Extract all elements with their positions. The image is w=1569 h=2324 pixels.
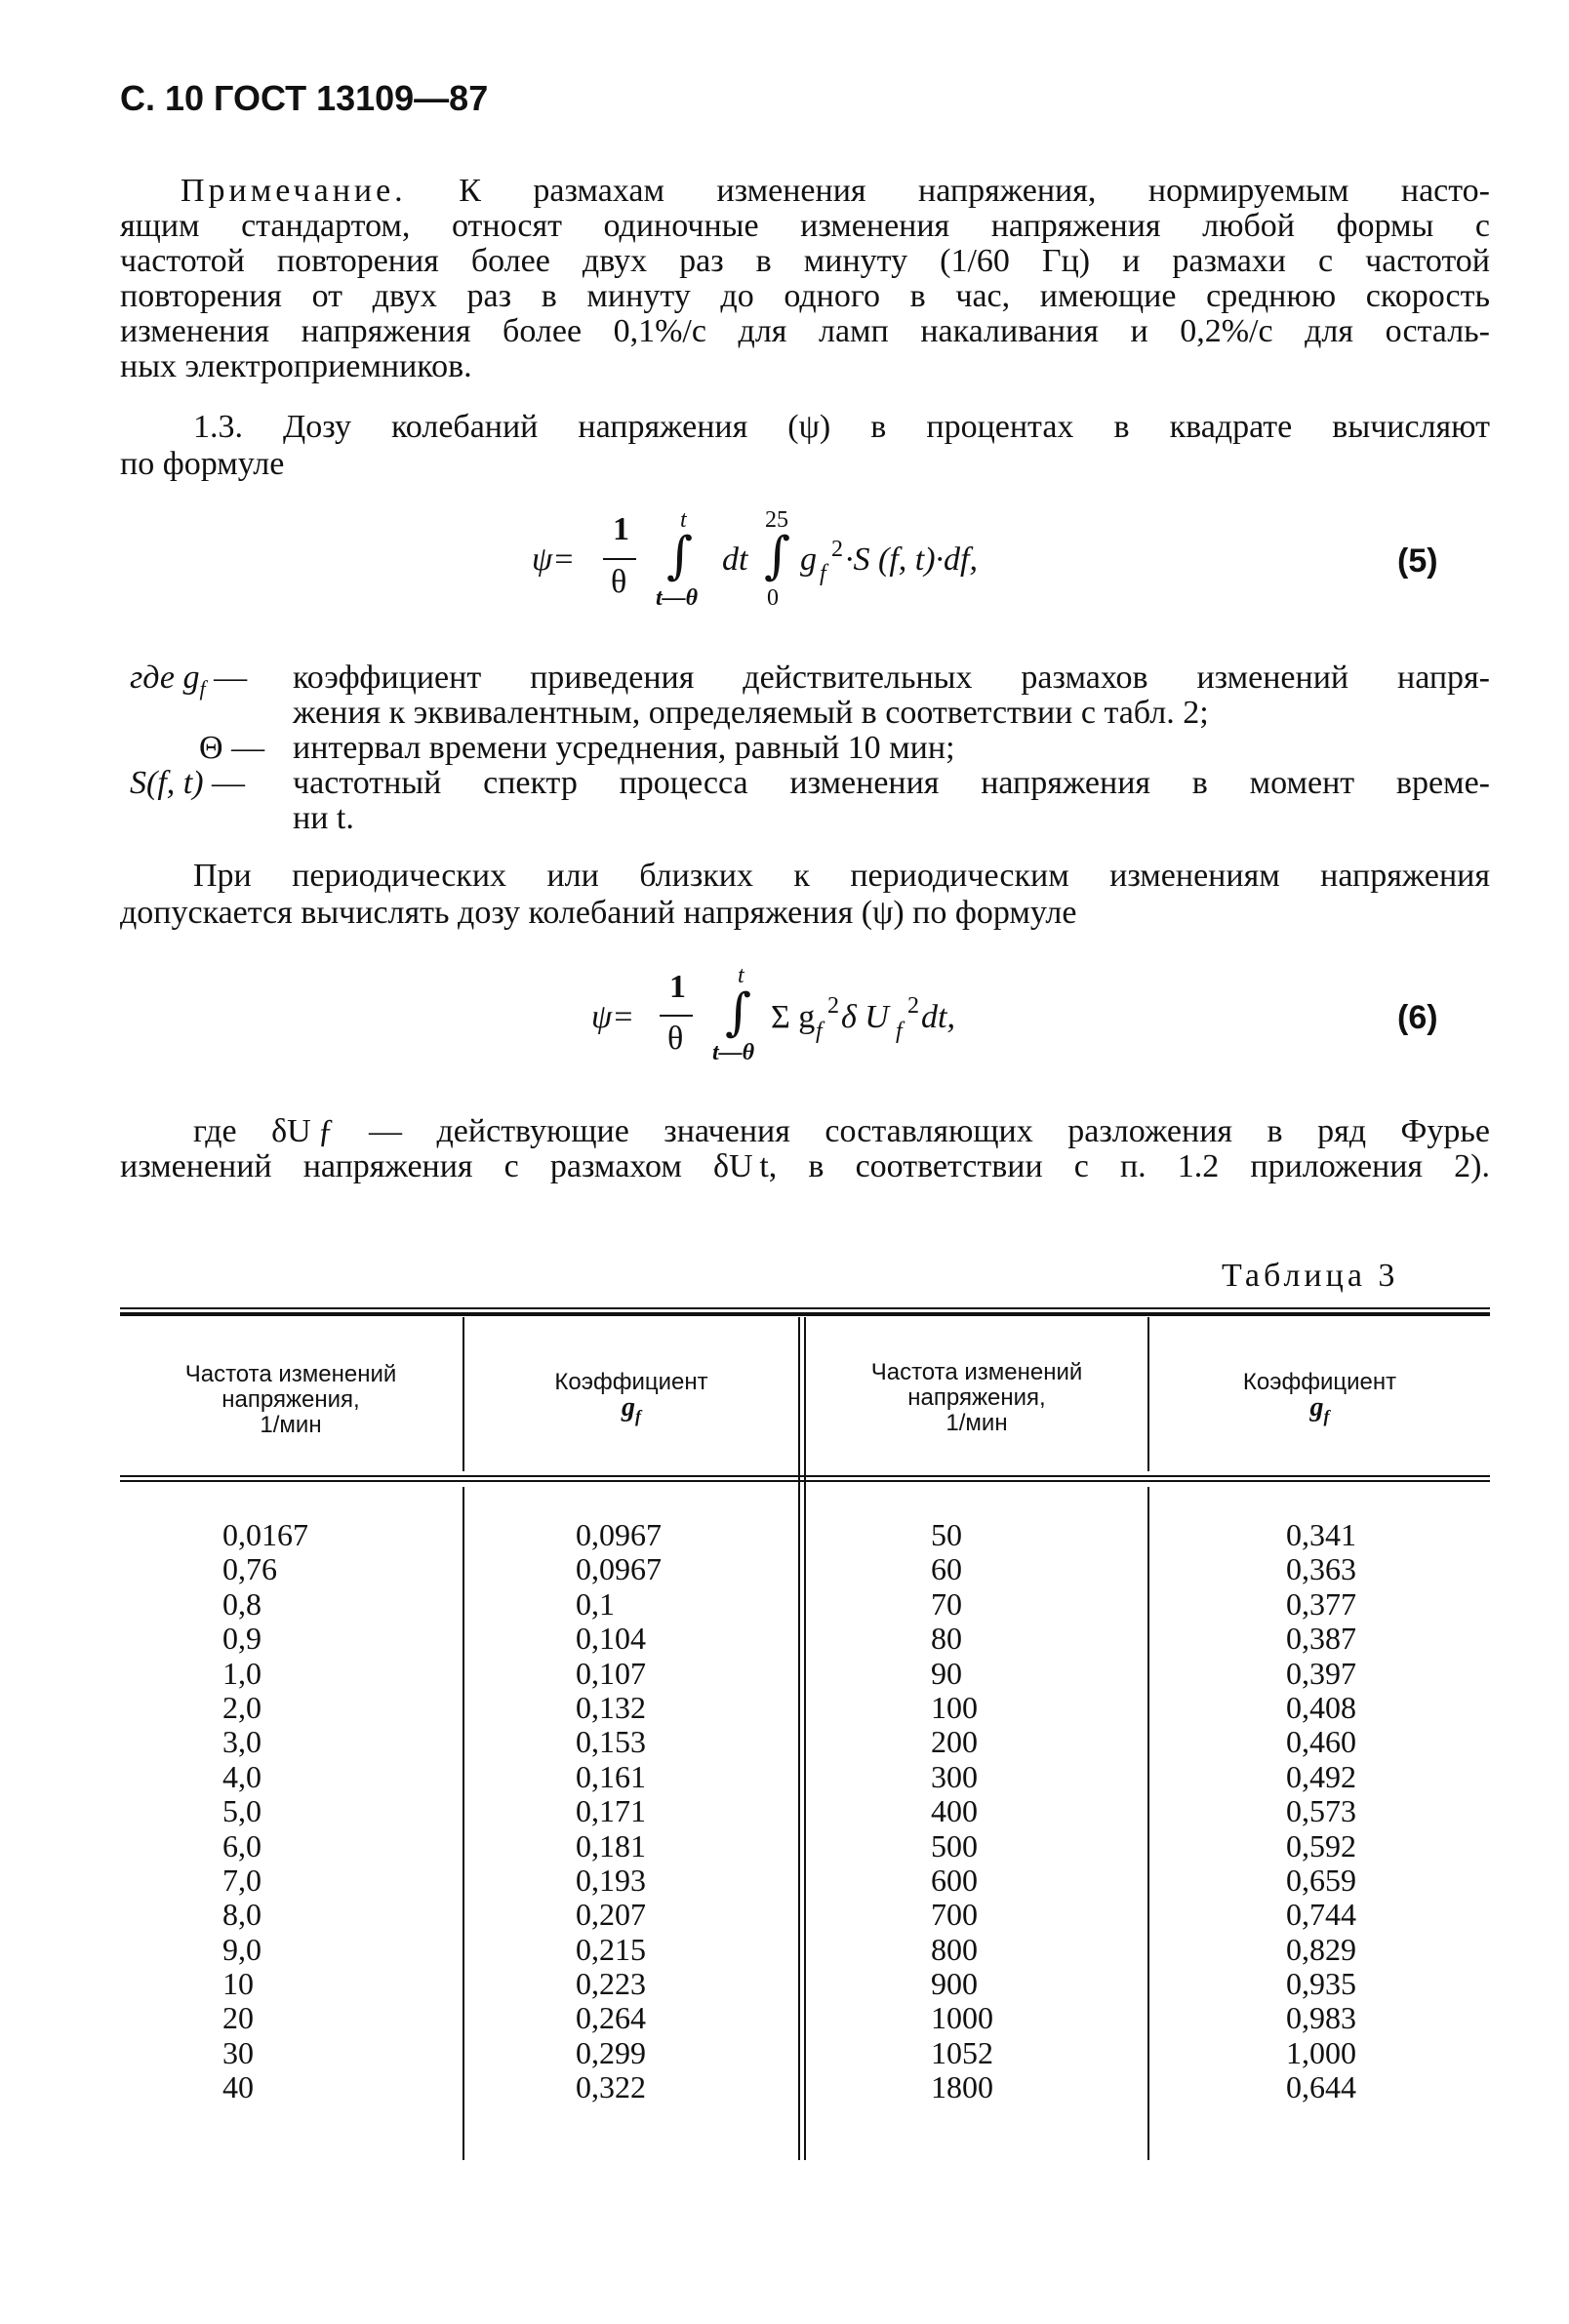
right-freq-cell: 80: [931, 1621, 962, 1657]
right-coef-cell: 0,460: [1286, 1724, 1356, 1760]
table-divider-2a: [798, 1317, 800, 2160]
right-coef-cell: 0,341: [1286, 1517, 1356, 1552]
left-freq-cell: 4,0: [222, 1758, 262, 1794]
column-left-freq: [222, 1518, 308, 2105]
header-coef-1-line-1: Коэффициент: [554, 1369, 708, 1395]
note-line-2: ящим стандартом, относят одиночные изменения напряжения любой формы с: [120, 208, 1490, 244]
right-coef-cell: 0,397: [1286, 1655, 1356, 1691]
header-freq-2-line-2: напряжения,: [907, 1384, 1046, 1411]
header-coef-2: [1149, 1370, 1490, 1429]
left-freq-cell: 7,0: [222, 1862, 262, 1898]
header-freq-1-line-2: напряжения,: [221, 1386, 360, 1413]
right-coef-cell: 0,492: [1286, 1758, 1356, 1794]
formula-5-denominator: θ: [611, 564, 627, 600]
where1-text-4: частотный спектр процесса изменения напряжения в момент време-: [293, 765, 1490, 801]
formula-5-int2-lower: 0: [767, 585, 779, 611]
formula-6-body-sub: f: [816, 1019, 823, 1044]
left-freq-cell: 10: [222, 1966, 254, 2002]
right-coef-cell: 0,935: [1286, 1966, 1356, 2002]
page-header: С. 10 ГОСТ 13109—87: [120, 78, 489, 118]
formula-5-int1-lower: t—θ: [656, 585, 699, 611]
right-freq-cell: 1052: [931, 2034, 993, 2070]
table-divider-2b: [804, 1317, 806, 2160]
note-text-1: К размахам изменения напряжения, нормируемым насто-: [459, 173, 1490, 209]
formula-5-lhs: ψ=: [532, 541, 576, 578]
right-coef-cell: 0,377: [1286, 1585, 1356, 1622]
right-freq-cell: 300: [931, 1758, 978, 1794]
left-freq-cell: 2,0: [222, 1689, 262, 1725]
formula-5-body-sup: 2: [831, 537, 843, 562]
right-coef-cell: 0,573: [1286, 1793, 1356, 1829]
right-coef-cell: 0,408: [1286, 1689, 1356, 1725]
where1-row-4: [130, 766, 245, 801]
left-coef-cell: 0,181: [576, 1827, 646, 1863]
left-freq-cell: 40: [222, 2069, 254, 2105]
left-coef-cell: 0,299: [576, 2034, 646, 2070]
left-freq-cell: 5,0: [222, 1793, 262, 1829]
formula-5-dt: dt: [722, 541, 748, 578]
table-top-rule-thick: [120, 1312, 1490, 1316]
right-coef-cell: 1,000: [1286, 2034, 1356, 2070]
right-freq-cell: 90: [931, 1655, 962, 1691]
table-caption: Таблица 3: [1222, 1258, 1399, 1294]
note-line-4: повторения от двух раз в минуту до одного в час, имеющие среднюю скорость: [120, 278, 1490, 314]
section-1-3-line-2: по формуле: [120, 446, 285, 482]
where1-text-3: интервал времени усреднения, равный 10 мин;: [293, 730, 955, 766]
formula-6-body-sup: 2: [827, 993, 839, 1019]
periodic-line-2: допускается вычислять дозу колебаний напряжения (ψ) по формуле: [120, 895, 1077, 931]
left-freq-cell: 0,9: [222, 1621, 262, 1657]
right-freq-cell: 50: [931, 1517, 962, 1552]
left-coef-cell: 0,1: [576, 1585, 615, 1622]
header-coef-1: [464, 1370, 798, 1429]
left-coef-cell: 0,207: [576, 1897, 646, 1933]
header-freq-1-line-1: Частота изменений: [184, 1361, 397, 1387]
formula-5-int2-upper: 25: [765, 507, 788, 533]
where1-text-5: ни t.: [293, 800, 354, 836]
table-top-rule: [120, 1307, 1490, 1309]
formula-5-body-rest: ·S (f, t)·df,: [845, 541, 978, 578]
where1-sym-sub-1: f: [199, 675, 206, 701]
header-freq-1-line-3: 1/мин: [260, 1412, 322, 1438]
where1-sym-3: Θ: [199, 730, 223, 766]
header-coef-2-symbol: $g_f$: [1309, 1392, 1330, 1426]
right-freq-cell: 600: [931, 1862, 978, 1898]
where1-row-3: [199, 731, 264, 766]
right-freq-cell: 1800: [931, 2069, 993, 2105]
right-freq-cell: 500: [931, 1827, 978, 1863]
left-coef-cell: 0,161: [576, 1758, 646, 1794]
left-freq-cell: 0,0167: [222, 1517, 308, 1552]
formula-6-numerator: 1: [669, 969, 686, 1005]
where1-dash-4: —: [203, 765, 246, 801]
right-freq-cell: 70: [931, 1585, 962, 1622]
formula-6-fraction-bar: [660, 1015, 693, 1017]
left-coef-cell: 0,0967: [576, 1551, 662, 1587]
left-coef-cell: 0,264: [576, 2000, 646, 2036]
left-coef-cell: 0,322: [576, 2069, 646, 2105]
formula-5-fraction-bar: [603, 558, 636, 560]
right-freq-cell: 1000: [931, 2000, 993, 2036]
formula-6-denominator: θ: [667, 1021, 684, 1057]
integral-icon: ∫: [764, 527, 791, 585]
right-coef-cell: 0,644: [1286, 2069, 1356, 2105]
right-coef-cell: 0,659: [1286, 1862, 1356, 1898]
note-line-3: частотой повторения более двух раз в минуту (1/60 Гц) и размахи с частотой: [120, 243, 1490, 279]
right-freq-cell: 100: [931, 1689, 978, 1725]
left-coef-cell: 0,107: [576, 1655, 646, 1691]
header-coef-2-line-1: Коэффициент: [1242, 1369, 1397, 1395]
right-freq-cell: 200: [931, 1724, 978, 1760]
right-coef-cell: 0,363: [1286, 1551, 1356, 1587]
left-freq-cell: 0,8: [222, 1585, 262, 1622]
formula-5-number: (5): [1397, 542, 1438, 580]
right-coef-cell: 0,387: [1286, 1621, 1356, 1657]
left-freq-cell: 3,0: [222, 1724, 262, 1760]
where1-text-2: жения к эквивалентным, определяемый в соответствии с табл. 2;: [293, 695, 1209, 731]
where2-line-2: изменений напряжения с размахом δU t, в соответствии с п. 1.2 приложения 2).: [120, 1148, 1490, 1184]
left-freq-cell: 0,76: [222, 1551, 277, 1587]
column-right-freq: [931, 1518, 993, 2105]
table-divider-1: [463, 1487, 464, 2160]
where1-dash-3: —: [222, 730, 265, 766]
note-line-6: ных электроприемников.: [120, 348, 472, 384]
formula-5-numerator: 1: [613, 511, 629, 547]
where1-sym-1: где g: [130, 660, 200, 696]
right-freq-cell: 400: [931, 1793, 978, 1829]
right-freq-cell: 900: [931, 1966, 978, 2002]
column-right-coef: [1286, 1518, 1356, 2105]
right-coef-cell: 0,744: [1286, 1897, 1356, 1933]
left-coef-cell: 0,223: [576, 1966, 646, 2002]
column-left-coef: [576, 1518, 662, 2105]
note-line-1: [181, 174, 1490, 209]
right-freq-cell: 700: [931, 1897, 978, 1933]
formula-6-body-sub2: f: [896, 1019, 903, 1044]
section-1-3-line-1: 1.3. Дозу колебаний напряжения (ψ) в процентах в квадрате вычисляют: [193, 409, 1490, 445]
left-freq-cell: 20: [222, 2000, 254, 2036]
where1-dash-1: —: [205, 660, 248, 696]
right-coef-cell: 0,592: [1286, 1827, 1356, 1863]
left-coef-cell: 0,104: [576, 1621, 646, 1657]
formula-6-body-mid: δ U: [841, 999, 889, 1035]
left-coef-cell: 0,0967: [576, 1517, 662, 1552]
header-freq-2-line-3: 1/мин: [945, 1410, 1008, 1436]
left-coef-cell: 0,171: [576, 1793, 646, 1829]
note-label: Примечание.: [181, 173, 407, 209]
table-divider-3: [1147, 1487, 1149, 2160]
formula-5-int1-upper: t: [680, 507, 687, 533]
formula-6-int-lower: t—θ: [712, 1040, 755, 1065]
formula-6-body-sup2: 2: [907, 993, 919, 1019]
right-coef-cell: 0,829: [1286, 1931, 1356, 1967]
formula-6-number: (6): [1397, 999, 1438, 1036]
where2-line-1: где δU ƒ — действующие значения составляющих разложения в ряд Фурье: [193, 1113, 1490, 1149]
right-coef-cell: 0,983: [1286, 2000, 1356, 2036]
header-freq-2-line-1: Частота изменений: [870, 1359, 1083, 1385]
periodic-line-1: При периодических или близких к периодическим изменениям напряжения: [193, 858, 1490, 894]
left-freq-cell: 30: [222, 2034, 254, 2070]
formula-6-body-rest: dt,: [921, 999, 955, 1035]
formula-6-body: Σ g: [771, 999, 816, 1035]
left-coef-cell: 0,215: [576, 1931, 646, 1967]
formula-5-body-sub: f: [820, 561, 826, 586]
where1-text-1: коэффициент приведения действительных размахов изменений напря-: [293, 660, 1490, 696]
left-freq-cell: 6,0: [222, 1827, 262, 1863]
note-line-5: изменения напряжения более 0,1%/с для ламп накаливания и 0,2%/с для осталь-: [120, 313, 1490, 349]
integral-icon: ∫: [666, 527, 694, 585]
where1-sym-4: S(f, t): [130, 765, 204, 801]
formula-6-lhs: ψ=: [591, 999, 635, 1035]
where1-row-1: [130, 661, 247, 706]
left-coef-cell: 0,153: [576, 1724, 646, 1760]
header-freq-2: [806, 1360, 1147, 1436]
formula-6-int-upper: t: [738, 963, 744, 988]
left-coef-cell: 0,193: [576, 1862, 646, 1898]
right-freq-cell: 800: [931, 1931, 978, 1967]
formula-5-body: g: [800, 541, 817, 578]
right-freq-cell: 60: [931, 1551, 962, 1587]
left-freq-cell: 9,0: [222, 1931, 262, 1967]
left-freq-cell: 1,0: [222, 1655, 262, 1691]
integral-icon: ∫: [725, 983, 752, 1042]
header-freq-1: [120, 1362, 462, 1438]
header-coef-1-symbol: $g_f$: [622, 1392, 641, 1426]
left-coef-cell: 0,132: [576, 1689, 646, 1725]
left-freq-cell: 8,0: [222, 1897, 262, 1933]
